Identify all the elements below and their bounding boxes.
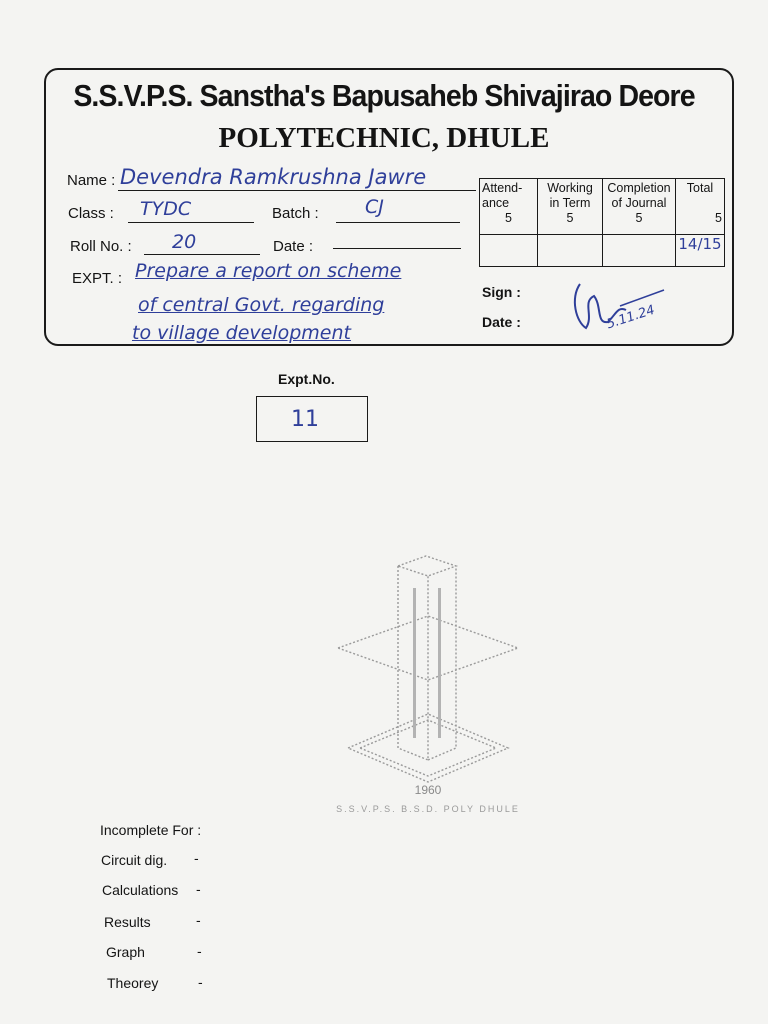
sign-date-label: Date :	[482, 314, 521, 330]
incomplete-title: Incomplete For :	[100, 822, 202, 838]
name-line	[118, 190, 476, 191]
expt-line-1: Prepare a report on scheme	[135, 260, 402, 282]
class-value: TYDC	[140, 198, 192, 220]
incomplete-item-circuit: Circuit dig.	[101, 852, 168, 868]
emblem-ring-text: S.S.V.P.S. B.S.D. POLY DHULE	[336, 804, 520, 814]
incomplete-item-results: Results	[104, 914, 151, 930]
marks-header-working: Working in Term 5	[538, 179, 603, 235]
marks-cell-attendance	[480, 235, 538, 267]
incomplete-dash-results: -	[196, 912, 201, 928]
incomplete-item-graph: Graph	[106, 944, 145, 960]
expt-no-value: 11	[291, 407, 319, 432]
name-label: Name :	[67, 172, 116, 189]
roll-value: 20	[172, 231, 197, 253]
marks-header-total: Total 5	[676, 179, 725, 235]
expt-line-2: of central Govt. regarding	[138, 294, 385, 316]
class-label: Class :	[68, 205, 114, 222]
marks-header-attendance: Attend- ance 5	[480, 179, 538, 235]
expt-line-3: to village development	[132, 322, 351, 344]
batch-label: Batch :	[272, 205, 319, 222]
name-value: Devendra Ramkrushna Jawre	[120, 165, 427, 189]
date-line	[333, 248, 461, 249]
date-label: Date :	[273, 238, 314, 255]
roll-label: Roll No. :	[70, 238, 132, 255]
institution-name: S.S.V.P.S. Sanstha's Bapusaheb Shivajirao Deore	[73, 78, 695, 113]
roll-line	[144, 254, 260, 255]
incomplete-item-calculations: Calculations	[102, 882, 179, 898]
expt-no-label: Expt.No.	[278, 371, 335, 387]
batch-line	[336, 222, 460, 223]
marks-cell-total	[676, 235, 725, 267]
expt-label: EXPT. :	[72, 270, 123, 287]
sign-label: Sign :	[482, 284, 521, 300]
marks-cell-completion	[603, 235, 676, 267]
college-name: POLYTECHNIC, DHULE	[218, 122, 550, 154]
incomplete-item-theorey: Theorey	[107, 975, 159, 991]
total-score: 14/15	[678, 235, 722, 253]
sign-date-value: 5.11.24	[604, 302, 657, 333]
marks-cell-working	[538, 235, 603, 267]
incomplete-dash-circuit: -	[194, 850, 199, 866]
incomplete-dash-theorey: -	[198, 974, 203, 990]
marks-header-completion: Completion of Journal 5	[603, 179, 676, 235]
emblem-year: 1960	[414, 783, 442, 797]
incomplete-dash-graph: -	[197, 943, 202, 959]
incomplete-dash-calculations: -	[196, 881, 201, 897]
college-emblem	[318, 548, 548, 828]
class-line	[128, 222, 254, 223]
marks-table	[479, 178, 725, 267]
batch-value: CJ	[365, 196, 384, 218]
